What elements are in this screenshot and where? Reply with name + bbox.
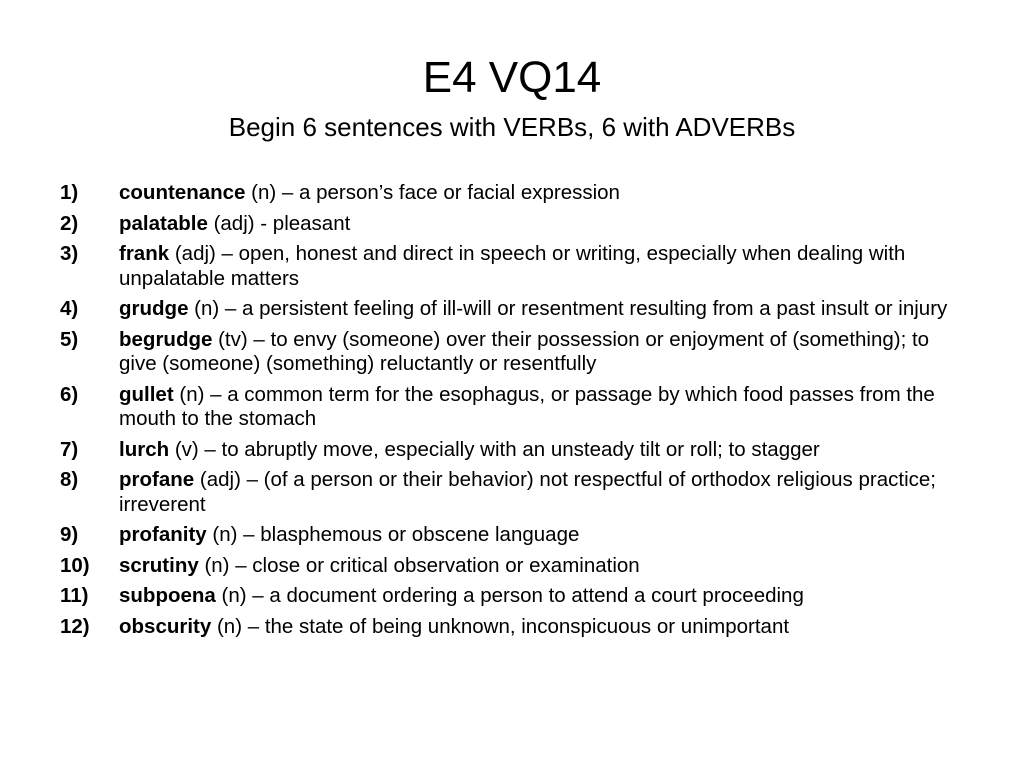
vocab-item-8 [60,468,960,517]
vocab-word: palatable [119,211,208,235]
item-number: 8) [60,468,79,491]
item-number: 6) [60,382,79,406]
vocab-word: begrudge [119,327,213,351]
vocab-definition: (n) – a common term for the esophagus, or passage by which food passes from the mouth to the stomach [119,382,935,430]
vocab-word: frank [119,242,170,265]
vocab-item-9 [60,523,960,548]
vocab-word: profane [119,468,195,491]
vocab-definition: (adj) - pleasant [207,211,351,235]
vocab-word: profanity [119,523,207,546]
slide-title: E4 VQ14 [422,53,602,102]
vocab-definition: (adj) – open, honest and direct in speech or writing, especially when dealing with unpalatable matters [119,242,906,290]
vocab-item-3 [60,242,960,291]
item-number: 4) [60,297,79,320]
vocab-item-6 [60,383,960,432]
vocab-definition: (v) – to abruptly move, especially with an unsteady tilt or roll; to stagger [169,437,820,461]
vocab-item-5 [60,328,960,377]
vocab-item-2 [60,212,960,237]
vocab-item-1 [60,181,960,206]
vocab-word: scrutiny [119,553,199,577]
vocabulary-list [60,181,960,645]
vocab-definition: (n) – a document ordering a person to attend a court proceeding [215,584,804,607]
vocab-item-4 [60,297,960,322]
item-number: 7) [60,437,79,461]
vocab-word: subpoena [119,584,216,607]
vocab-item-12 [60,615,960,640]
vocab-word: countenance [119,181,246,204]
slide-subtitle: Begin 6 sentences with VERBs, 6 with ADVERBs [228,112,796,142]
vocab-word: lurch [119,437,170,461]
vocab-definition: (n) – blasphemous or obscene language [206,523,580,546]
vocab-definition: (n) – a persistent feeling of ill-will or resentment resulting from a past insult or injury [188,297,948,320]
item-number: 12) [60,614,90,638]
item-number: 10) [60,553,90,577]
vocab-word: grudge [119,297,189,320]
item-number: 1) [60,181,79,204]
item-number: 2) [60,211,79,235]
title-block [0,50,1024,144]
vocab-definition: (n) – a person’s face or facial expression [245,181,620,204]
vocab-word: gullet [119,382,174,406]
vocab-item-7 [60,438,960,463]
vocab-item-10 [60,554,960,579]
item-number: 9) [60,523,79,546]
vocab-definition: (tv) – to envy (someone) over their possession or enjoyment of (something); to give (someone) (something) reluctantly or resentfully [119,327,930,375]
item-number: 3) [60,242,79,265]
item-number: 11) [60,584,89,607]
vocab-definition: (n) – the state of being unknown, inconspicuous or unimportant [211,614,790,638]
vocab-item-11 [60,584,960,609]
item-number: 5) [60,327,79,351]
vocab-word: obscurity [119,614,212,638]
vocab-definition: (n) – close or critical observation or examination [198,553,640,577]
vocab-definition: (adj) – (of a person or their behavior) not respectful of orthodox religious practice; irreverent [119,468,936,516]
